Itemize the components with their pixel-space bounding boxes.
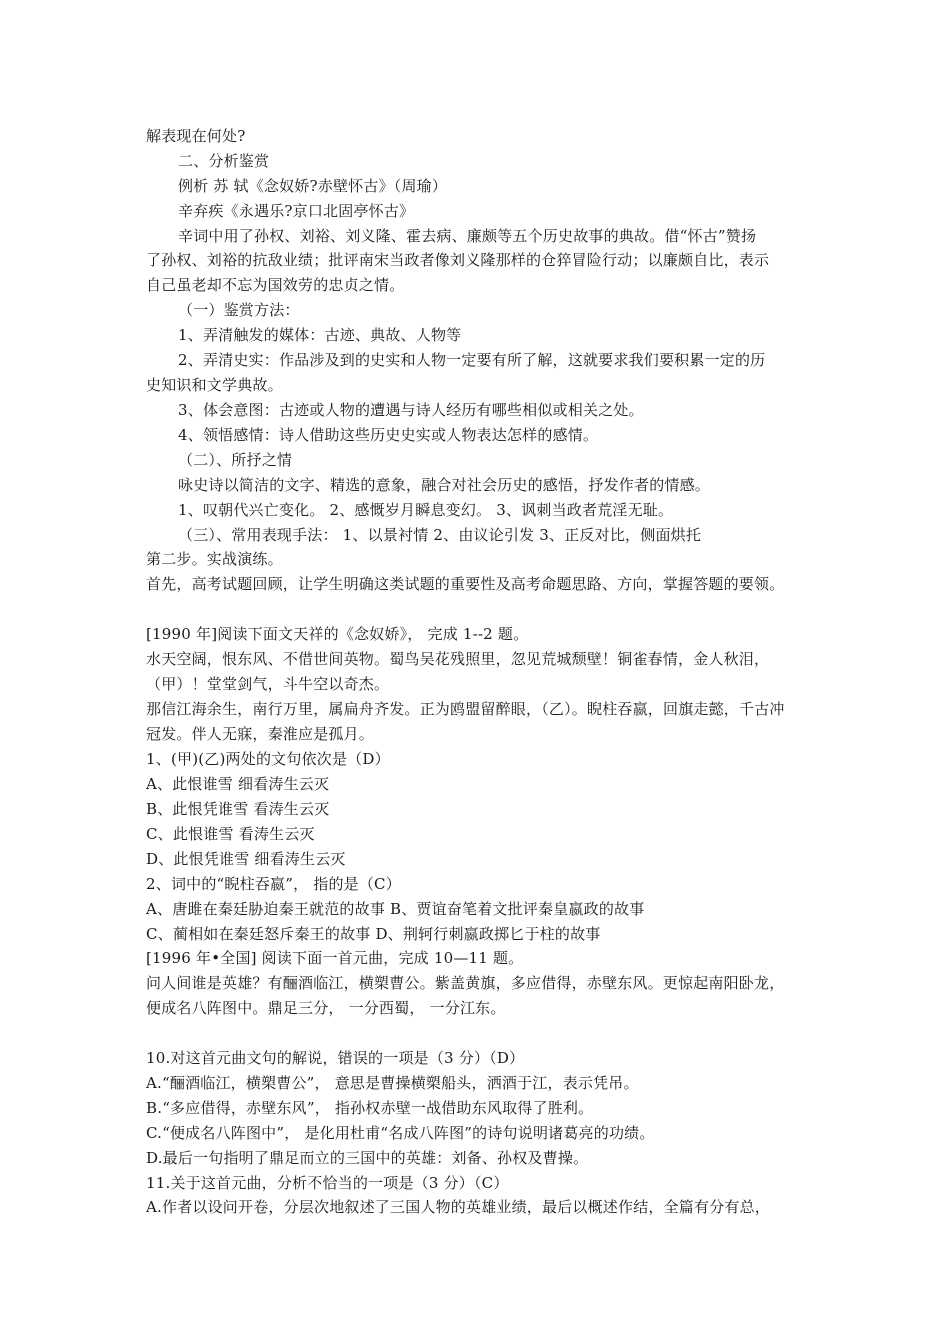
poem-line: 便成名八阵图中。鼎足三分， 一分西蜀， 一分江东。 [146,999,506,1017]
text-line: 4、领悟感情：诗人借助这些历史史实或人物表达怎样的感情。 [178,426,599,444]
poem-line: 那信江海余生，南行万里，属扁舟齐发。正为鸥盟留醉眼，（乙）。睨柱吞嬴，回旗走懿，千古冲 [146,700,785,718]
text-line: 辛弃疾《永遇乐?京口北固亭怀古》 [178,202,415,220]
text-line: 自己虽老却不忘为国效劳的忠贞之情。 [146,276,405,294]
option: C、蔺相如在秦廷怒斥秦王的故事 D、荆轲行刺嬴政掷匕于柱的故事 [146,925,601,943]
option: A.“酾酒临江，横槊曹公”， 意思是曹操横槊船头，洒酒于江，表示凭吊。 [146,1074,639,1092]
poem-line: 冠发。伴人无寐，秦淮应是孤月。 [146,725,375,743]
poem-line: 水天空阔，恨东风、不借世间英物。蜀鸟吴花残照里，忽见荒城颓壁！铜雀春情，金人秋泪， [146,650,770,668]
poem-line: 问人间谁是英雄？有酾酒临江，横槊曹公。紫盖黄旗，多应借得，赤壁东风。更惊起南阳卧龙， [146,974,785,992]
poem-line: （甲）！堂堂剑气，斗牛空以奇杰。 [146,675,390,693]
text-line: 1、弄清触发的媒体：古迹、典故、人物等 [178,326,462,344]
option: A、此恨谁雪 细看涛生云灭 [146,775,330,793]
text-line: 例析 苏 轼《念奴娇?赤壁怀古》（周瑜） [178,177,448,195]
section-heading: （二）、所抒之情 [178,451,293,469]
text-line: 咏史诗以简洁的文字、精选的意象，融合对社会历史的感悟，抒发作者的情感。 [178,476,711,494]
option: B.“多应借得，赤壁东风”， 指孙权赤壁一战借助东风取得了胜利。 [146,1099,594,1117]
text-line: 了孙权、刘裕的抗敌业绩；批评南宋当政者像刘义隆那样的仓猝冒险行动；以廉颇自比，表示 [146,251,770,269]
question: 1、(甲)(乙)两处的文句依次是（D） [146,750,390,768]
option: A、唐雎在秦廷胁迫秦王就范的故事 B、贾谊奋笔着文批评秦皇嬴政的故事 [146,900,645,918]
option: B、此恨凭谁雪 看涛生云灭 [146,800,330,818]
text-line: 首先，高考试题回顾，让学生明确这类试题的重要性及高考命题思路、方向，掌握答题的要领。 [146,575,785,593]
text-line: 解表现在何处? [146,127,246,145]
option: C.“便成名八阵图中”， 是化用杜甫“名成八阵图”的诗句说明诸葛亮的功绩。 [146,1124,655,1142]
option: C、此恨谁雪 看涛生云灭 [146,825,315,843]
section-heading: 二、分析鉴赏 [178,152,270,170]
text-line: 史知识和文学典故。 [146,376,283,394]
question-intro: [1990 年]阅读下面文天祥的《念奴娇》， 完成 1--2 题。 [146,625,529,643]
option: D、此恨凭谁雪 细看涛生云灭 [146,850,346,868]
text-line: 3、体会意图：古迹或人物的遭遇与诗人经历有哪些相似或相关之处。 [178,401,644,419]
question: 11.关于这首元曲，分析不恰当的一项是（3 分）（C） [146,1174,509,1192]
question: 2、词中的“睨柱吞嬴”， 指的是（C） [146,875,401,893]
option: D.最后一句指明了鼎足而立的三国中的英雄：刘备、孙权及曹操。 [146,1149,589,1167]
option: A.作者以设问开卷，分层次地叙述了三国人物的英雄业绩，最后以概述作结，全篇有分有总， [146,1198,771,1216]
text-line: 1、叹朝代兴亡变化。 2、感慨岁月瞬息变幻。 3、讽刺当政者荒淫无耻。 [178,501,674,519]
section-heading: （一）鉴赏方法： [178,301,300,319]
text-line: 辛词中用了孙权、刘裕、刘义隆、霍去病、廉颇等五个历史故事的典故。借“怀古”赞扬 [178,227,757,245]
section-heading: （三）、常用表现手法： 1、以景衬情 2、由议论引发 3、正反对比，侧面烘托 [178,526,702,544]
question: 10.对这首元曲文句的解说，错误的一项是（3 分）（D） [146,1049,525,1067]
text-line: 第二步。实战演练。 [146,550,283,568]
question-intro: [1996 年•全国] 阅读下面一首元曲，完成 10—11 题。 [146,949,524,967]
text-line: 2、弄清史实：作品涉及到的史实和人物一定要有所了解，这就要求我们要积累一定的历 [178,351,766,369]
